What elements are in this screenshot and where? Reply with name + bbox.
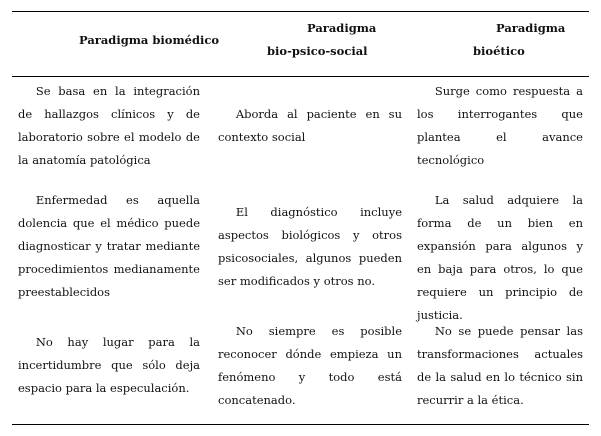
header-bioetico-line2: bioético [473,44,525,58]
row1-biopsicosocial: Aborda al paciente en su contexto social [218,107,402,144]
header-biomedico: Paradigma biomédico [79,33,220,47]
paradigm-comparison-table [12,11,589,425]
row2-biopsicosocial: El diagnóstico incluye aspectos biológicos y otros psicosociales, algunos pueden ser modificados y otros no. [218,205,402,288]
header-bioetico-line1: Paradigma [496,21,566,35]
row1-biomedico: Se basa en la integración de hallazgos clínicos y de laboratorio sobre el modelo de la anatomía patológica [18,84,200,167]
row2-biomedico: Enfermedad es aquella dolencia que el médico puede diagnosticar y tratar mediante procedimientos medianamente preestablecidos [18,193,200,299]
header-rule [12,76,589,77]
row3-biomedico: No hay lugar para la incertidumbre que sólo deja espacio para la especulación. [18,335,200,395]
row3-biopsicosocial: No siempre es posible reconocer dónde empieza un fenómeno y todo está concatenado. [218,324,402,407]
row1-bioetico: Surge como respuesta a los interrogantes que plantea el avance tecnológico [417,84,583,167]
row2-bioetico: La salud adquiere la forma de un bien en expansión para algunos y en baja para otros, lo que requiere un principio de justicia. [417,193,583,322]
header-biopsicosocial-line2: bio-psico-social [267,44,368,58]
row3-bioetico: No se puede pensar las transformaciones actuales de la salud en lo técnico sin recurrir a la ética. [417,324,583,407]
table-top-rule [12,11,589,12]
header-biopsicosocial-line1: Paradigma [307,21,377,35]
table-bottom-rule [12,424,589,425]
